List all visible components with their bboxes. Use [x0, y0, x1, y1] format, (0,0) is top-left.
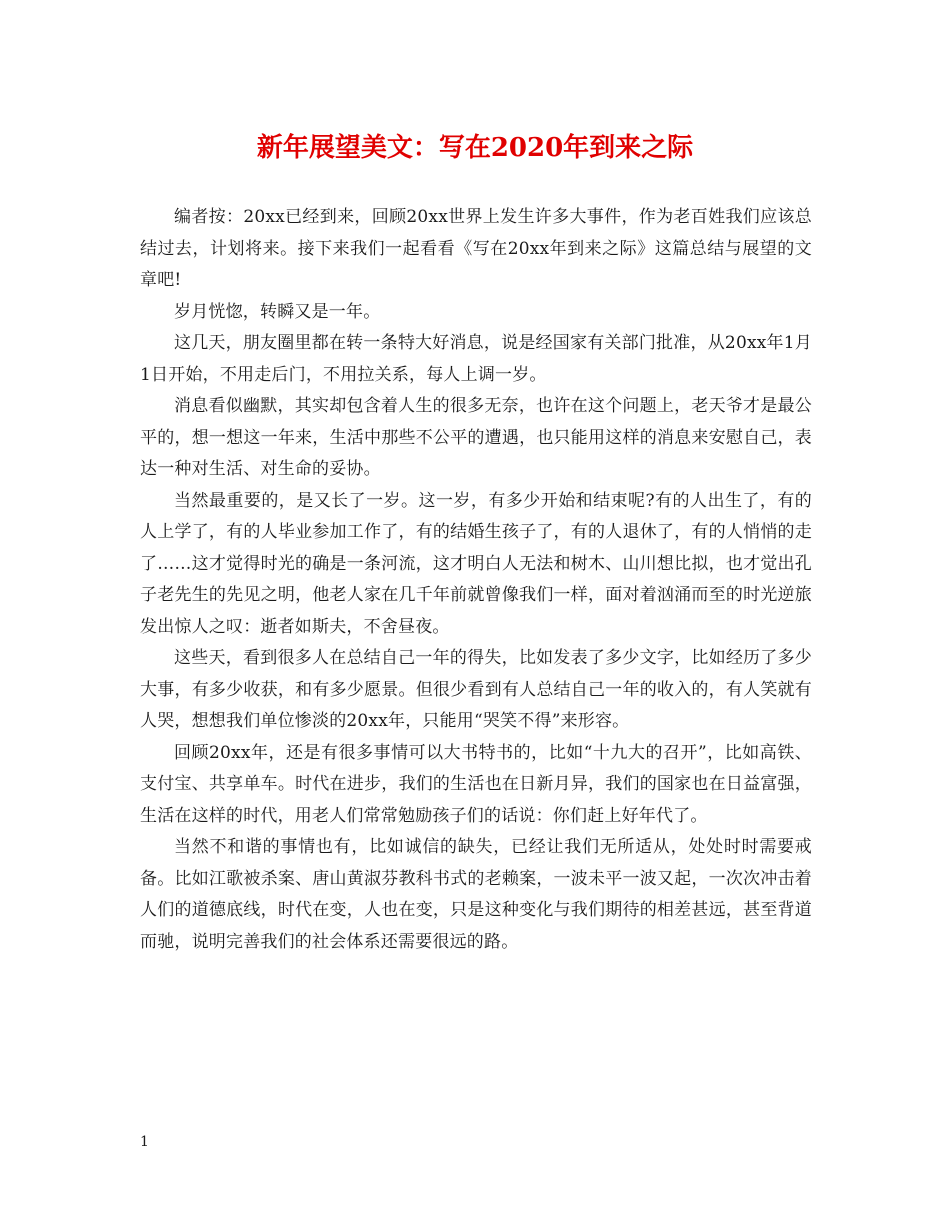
- paragraph-editor-note: 编者按：20xx已经到来，回顾20xx世界上发生许多大事件，作为老百姓我们应该总结过去，计划将来。接下来我们一起看看《写在20xx年到来之际》这篇总结与展望的文章吧!: [140, 207, 812, 290]
- paragraph: 这几天，朋友圈里都在转一条特大好消息，说是经国家有关部门批准，从20xx年1月1日开始，不用走后门，不用拉关系，每人上调一岁。: [140, 333, 812, 385]
- paragraph: 回顾20xx年，还是有很多事情可以大书特书的，比如“十九大的召开”，比如高铁、支付宝、共享单车。时代在进步，我们的生活也在日新月异，我们的国家也在日益富强，生活在这样的时代，用老人们常常勉励孩子们的话说：你们赶上好年代了。: [140, 742, 812, 826]
- paragraph: 消息看似幽默，其实却包含着人生的很多无奈，也许在这个问题上，老天爷才是最公平的，想一想这一年来，生活中那些不公平的遭遇，也只能用这样的消息来安慰自己，表达一种对生活、对生命的妥协。: [140, 396, 812, 479]
- page-number: 1: [140, 1134, 149, 1150]
- paragraph: 当然最重要的，是又长了一岁。这一岁，有多少开始和结束呢?有的人出生了，有的人上学了，有的人毕业参加工作了，有的结婚生孩子了，有的人退休了，有的人悄悄的走了……这才觉得时光的确是一条河流，这才明白人无法和树木、山川想比拟，也才觉出孔子老先生的先见之明，他老人家在几千年前就曾像我们一样，面对着汹涌而至的时光逆旅发出惊人之叹：逝者如斯夫，不舍昼夜。: [140, 490, 812, 637]
- document-title: 新年展望美文：写在2020年到来之际: [256, 133, 694, 163]
- paragraph: 这些天，看到很多人在总结自己一年的得失，比如发表了多少文字，比如经历了多少大事，有多少收获，和有多少愿景。但很少看到有人总结自己一年的收入的，有人笑就有人哭，想想我们单位惨淡的20xx年，只能用“哭笑不得”来形容。: [140, 648, 812, 731]
- paragraph: 当然不和谐的事情也有，比如诚信的缺失，已经让我们无所适从，处处时时需要戒备。比如江歌被杀案、唐山黄淑芬教科书式的老赖案，一波未平一波又起，一次次冲击着人们的道德底线，时代在变，人也在变，只是这种变化与我们期待的相差甚远，甚至背道而驰，说明完善我们的社会体系还需要很远的路。: [140, 837, 812, 952]
- document-body: [140, 202, 812, 958]
- paragraph: 岁月恍惚，转瞬又是一年。: [174, 301, 381, 322]
